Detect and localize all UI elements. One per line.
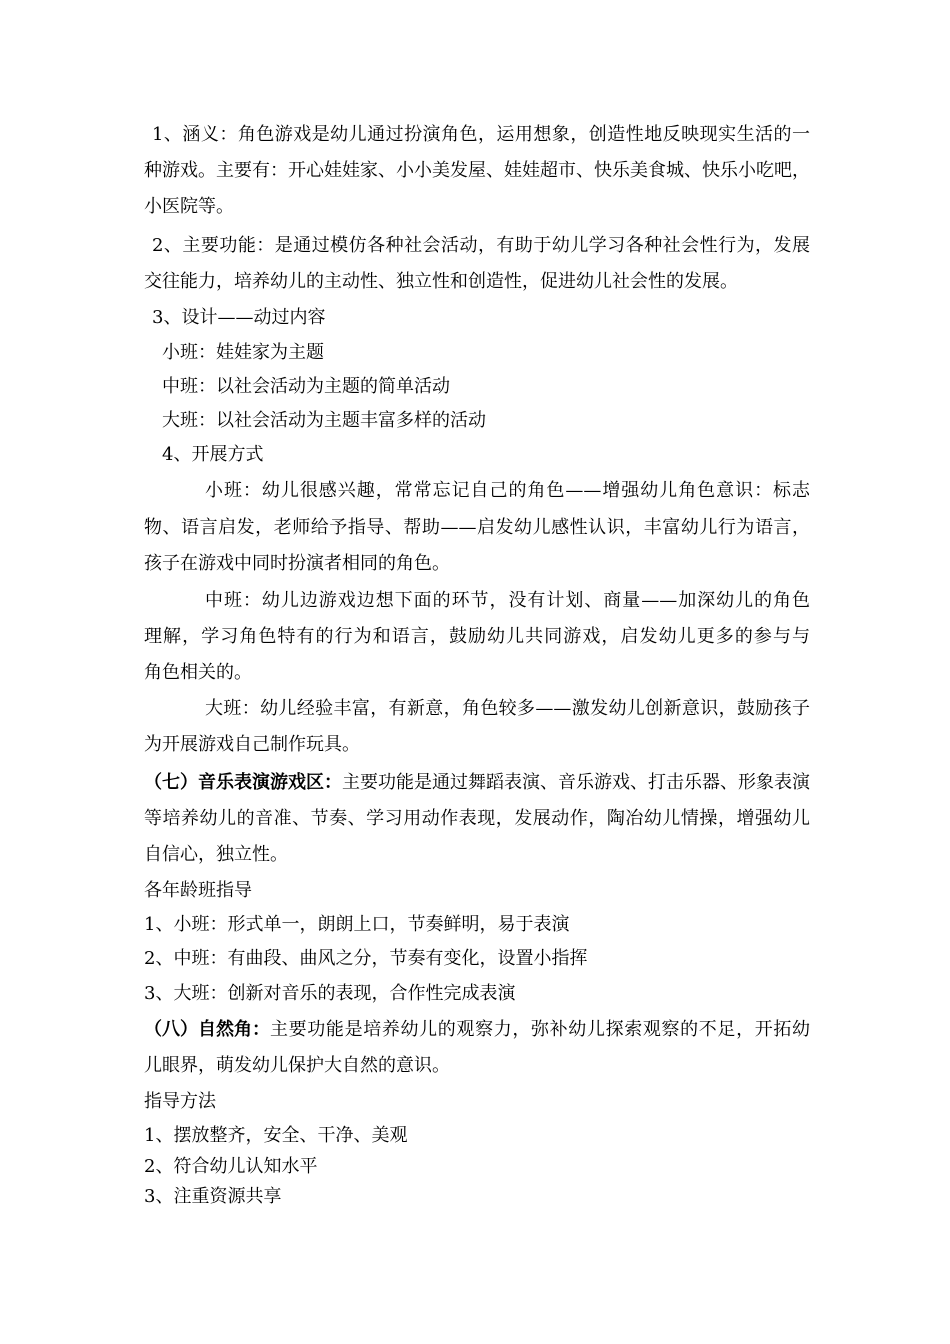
section-8-text: 主要功能是培养幼儿的观察力，弥补幼儿探索观察的不足，开拓幼 <box>270 1019 810 1040</box>
text-line: 3、设计——动过内容 <box>152 307 326 328</box>
text-line: 4、开展方式 <box>162 444 264 465</box>
text-line: 等培养幼儿的音准、节奏、学习用动作表现，发展动作，陶冶幼儿情操，增强幼儿 <box>144 808 810 829</box>
text-line: 种游戏。主要有：开心娃娃家、小小美发屋、娃娃超市、快乐美食城、快乐小吃吧， <box>144 160 810 181</box>
text-line: 大班：以社会活动为主题丰富多样的活动 <box>162 410 486 431</box>
section-7-subheading: 各年龄班指导 <box>144 880 252 901</box>
list-item: 3、大班：创新对音乐的表现，合作性完成表演 <box>144 983 516 1004</box>
list-item: 1、小班：形式单一，朗朗上口，节奏鲜明，易于表演 <box>144 914 570 935</box>
section-8-subheading: 指导方法 <box>144 1091 216 1112</box>
section-8-heading: （八）自然角： <box>144 1019 270 1040</box>
list-item: 3、注重资源共享 <box>144 1186 282 1207</box>
text-line: 为开展游戏自己制作玩具。 <box>144 734 360 755</box>
text-line: 中班：幼儿边游戏边想下面的环节，没有计划、商量——加深幼儿的角色 <box>205 590 810 611</box>
text-line: 中班：以社会活动为主题的简单活动 <box>162 376 450 397</box>
text-line: 小医院等。 <box>144 196 234 217</box>
text-line: 2、主要功能：是通过模仿各种社会活动，有助于幼儿学习各种社会性行为，发展 <box>152 235 810 256</box>
text-line: 自信心，独立性。 <box>144 844 288 865</box>
list-item: 2、符合幼儿认知水平 <box>144 1156 318 1177</box>
text-line: 1、涵义：角色游戏是幼儿通过扮演角色，运用想象，创造性地反映现实生活的一 <box>152 124 810 145</box>
text-line: 小班：幼儿很感兴趣，常常忘记自己的角色——增强幼儿角色意识：标志 <box>205 480 810 501</box>
text-line: 物、语言启发，老师给予指导、帮助——启发幼儿感性认识，丰富幼儿行为语言， <box>144 517 810 538</box>
text-line: 理解，学习角色特有的行为和语言，鼓励幼儿共同游戏，启发幼儿更多的参与与 <box>144 626 810 647</box>
section-7-heading: （七）音乐表演游戏区： <box>144 772 342 793</box>
text-line: 小班：娃娃家为主题 <box>162 342 324 363</box>
section-7-line <box>144 772 810 794</box>
text-line: 交往能力，培养幼儿的主动性、独立性和创造性，促进幼儿社会性的发展。 <box>144 271 738 292</box>
text-line: 儿眼界，萌发幼儿保护大自然的意识。 <box>144 1055 450 1076</box>
list-item: 1、摆放整齐，安全、干净、美观 <box>144 1125 408 1146</box>
list-item: 2、中班：有曲段、曲风之分，节奏有变化，设置小指挥 <box>144 948 588 969</box>
section-7-text: 主要功能是通过舞蹈表演、音乐游戏、打击乐器、形象表演 <box>342 772 810 793</box>
text-line: 孩子在游戏中同时扮演者相同的角色。 <box>144 553 450 574</box>
text-line: 角色相关的。 <box>144 662 252 683</box>
section-8-line <box>144 1019 810 1041</box>
text-line: 大班：幼儿经验丰富，有新意，角色较多——激发幼儿创新意识，鼓励孩子 <box>205 698 810 719</box>
